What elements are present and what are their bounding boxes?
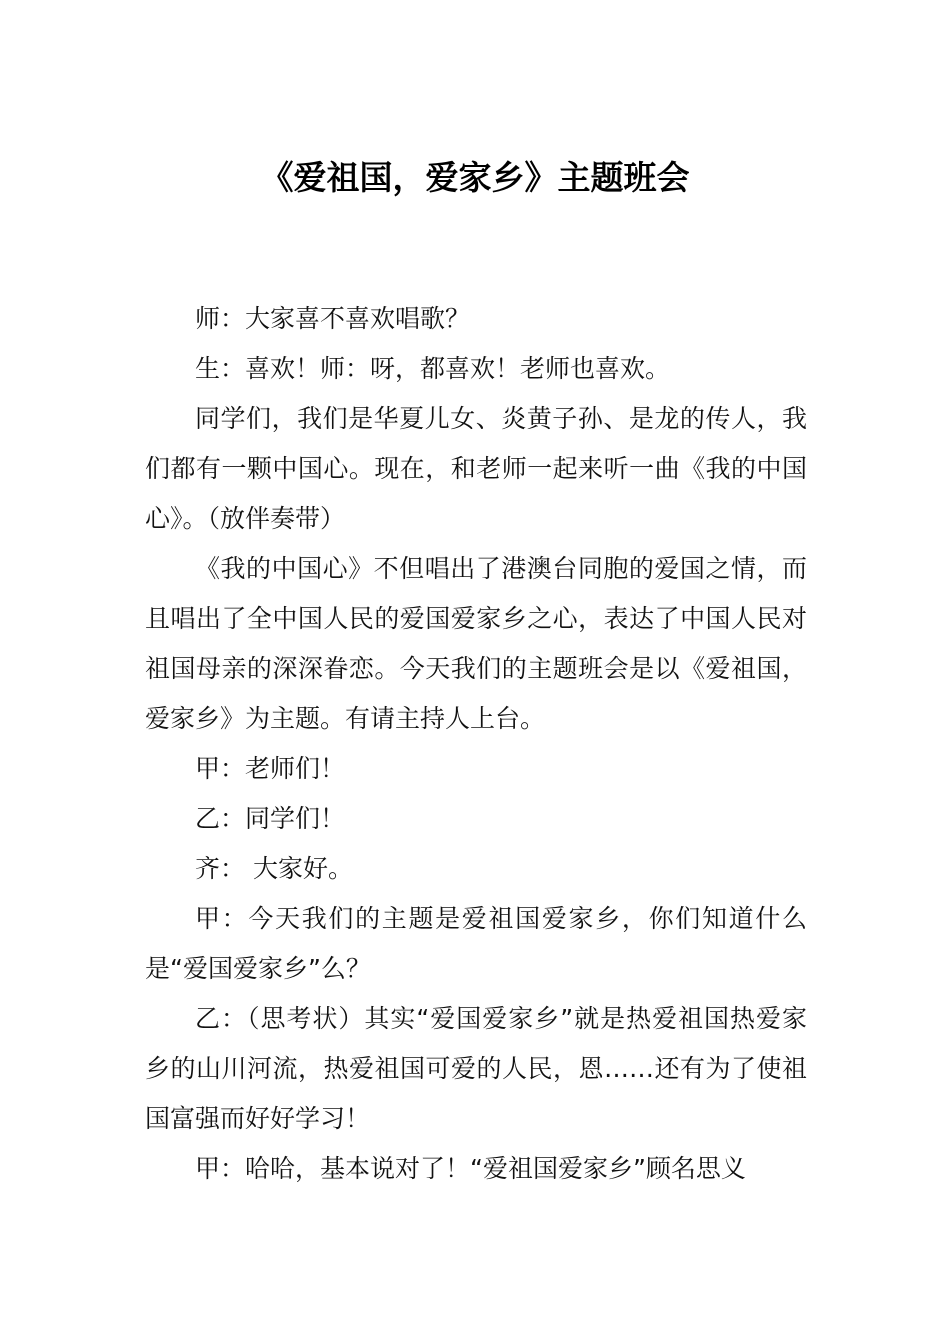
paragraph: 齐： 大家好。 (195, 854, 353, 883)
paragraph: 《我的中国心》不但唱出了港澳台同胞的爱国之情，而且唱出了全中国人民的爱国爱家乡之心，表达了中国人民对祖国母亲的深深眷恋。今天我们的主题班会是以《爱祖国，爱家乡》为主题。有请主持人上台。 (145, 554, 807, 733)
paragraph: 同学们，我们是华夏儿女、炎黄子孙、是龙的传人，我们都有一颗中国心。现在，和老师一起来听一曲《我的中国心》。（放伴奏带） (145, 404, 807, 533)
paragraph: 甲：今天我们的主题是爱祖国爱家乡，你们知道什么是“爱国爱家乡”么？ (145, 904, 807, 983)
paragraph: 甲：老师们！ (195, 754, 346, 783)
paragraph: 生：喜欢！师：呀，都喜欢！老师也喜欢。 (195, 354, 671, 383)
document-body (145, 294, 807, 1194)
paragraph: 甲：哈哈，基本说对了！“爱祖国爱家乡”顾名思义 (195, 1154, 746, 1183)
paragraph: 乙：（思考状）其实“爱国爱家乡”就是热爱祖国热爱家乡的山川河流，热爱祖国可爱的人民，恩……还有为了使祖国富强而好好学习！ (145, 1004, 807, 1133)
document-title: 《爱祖国，爱家乡》主题班会 (260, 158, 690, 197)
paragraph: 乙：同学们！ (195, 804, 346, 833)
paragraph: 师：大家喜不喜欢唱歌？ (195, 304, 471, 333)
